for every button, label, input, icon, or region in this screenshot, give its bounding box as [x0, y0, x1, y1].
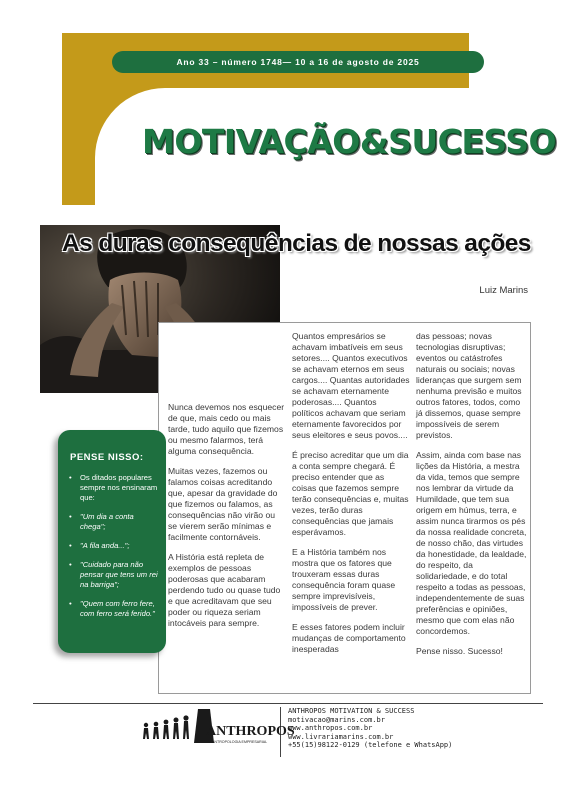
pense-nisso-sidebar: [58, 430, 166, 653]
masthead-title: MOTIVAÇÃO&SUCESSO: [142, 122, 557, 161]
contact-store-link[interactable]: www.livrariamarins.com.br: [288, 732, 394, 741]
logo-subtitle: ANTROPOLOGIA EMPRESARIAL: [212, 740, 268, 744]
paragraph: Pense nisso. Sucesso!: [416, 646, 503, 656]
sidebar-item: • "Um dia a conta chega";: [68, 512, 158, 532]
issue-banner: Ano 33 – número 1748— 10 a 16 de agosto de 2025: [112, 51, 484, 73]
paragraph: Assim, ainda com base nas lições da História, a mestra da vida, temos que sempre nos lembrar da virtude da Humildade, que tem sua origem em húmus, terra, e assim nunca tirarmos os pés da nossa realidade concreta, de nosso chão, das virtudes da honestidade, da lealdade, do respeito, da solidariedade, e do total respeito a todas as pessoas, independentemente de suas preferências e opiniões, mesmo que com elas não concordemos.: [416, 450, 527, 636]
paragraph: Muitas vezes, fazemos ou falamos coisas acreditando que, apesar da gravidade do que fizemos ou falamos, as consequências não virão ou se vierem serão mínimas e facilmente contornáveis.: [168, 466, 278, 542]
sidebar-item: • "A fila anda...";: [68, 541, 158, 551]
sidebar-item: • "Quem com ferro fere, com ferro será ferido.": [68, 599, 158, 619]
contact-phone: +55(15)98122-0129 (telefone e WhatsApp): [288, 741, 453, 750]
contact-email-link[interactable]: motivacao@marins.com.br: [288, 715, 385, 724]
contact-company: ANTHROPOS MOTIVATION & SUCCESS: [288, 707, 415, 715]
paragraph: A História está repleta de exemplos de pessoas poderosas que acabaram perdendo tudo ou quase tudo e que acreditavam que seu poder ou riqueza seriam intocáveis para sempre.: [168, 552, 281, 628]
footer-rule: [33, 703, 543, 704]
sidebar-item: • Os ditados populares sempre nos ensinaram que:: [68, 473, 158, 503]
article-column-3: [416, 331, 528, 666]
sidebar-list: [68, 473, 158, 619]
paragraph: É preciso acreditar que um dia a conta sempre chegará. É preciso entender que as coisas que fazemos sempre terão consequências e, muitas vezes, terão duras consequências que jamais esperávamos.: [292, 450, 409, 537]
article-headline: As duras consequências de nossas ações: [62, 230, 531, 257]
paragraph: E a História também nos mostra que os fatores que trouxeram essas duras consequência foram quase sempre imprevisíveis, impossíveis de prever.: [292, 547, 396, 612]
article-frame-gap: [159, 323, 289, 402]
paragraph: E esses fatores podem incluir mudanças de comportamento inesperadas: [292, 622, 406, 654]
paragraph: das pessoas; novas tecnologias disruptivas; eventos ou catástrofes naturais ou sociais; novas lideranças que surgem sem nenhuma previsão e muitos outros fatores, todos, como já dissemos, quase sempre impossíveis de serem previstos.: [416, 331, 522, 440]
article-column-1: [168, 402, 286, 638]
sidebar-item: • "Cuidado para não pensar que tens um rei na barriga";: [68, 560, 158, 590]
logo-wordmark: ANTHROPOS: [206, 724, 295, 739]
paragraph: Nunca devemos nos esquecer de que, mais cedo ou mais tarde, tudo aquilo que fizemos ou mesmo falarmos, terá alguma consequência.: [168, 402, 285, 456]
contact-website-link[interactable]: www.anthropos.com.br: [288, 724, 373, 733]
paragraph: Quantos empresários se achavam imbatíveis em seus setores.... Quantos executivos se achavam eternos em seus cargos.... Quantas autoridades se achavam eternamente poderosas.... Quantos políticos achavam que seriam eternamente favorecidos por seus eleitores e seus povos....: [292, 331, 410, 440]
sidebar-title: PENSE NISSO:: [70, 452, 144, 463]
author-name: Luiz Marins: [479, 285, 528, 296]
article-column-2: [292, 331, 410, 664]
anthropos-logo: [140, 705, 295, 750]
footer-contact: [288, 707, 452, 750]
